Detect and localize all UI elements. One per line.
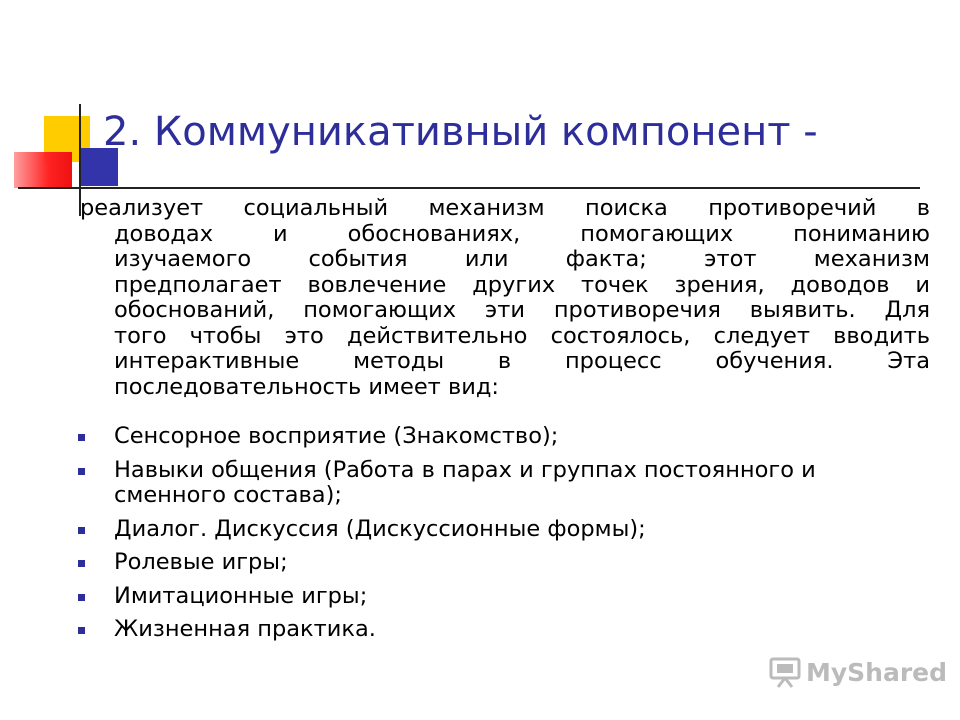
list-item: [74, 517, 934, 543]
paragraph-line: доводах и обоснованиях, помогающих пониманию: [114, 220, 930, 247]
paragraph-line: того чтобы это действительно состоялось, следует вводить: [114, 322, 930, 349]
paragraph-line: интерактивные методы в процесс обучения. Эта: [114, 348, 930, 374]
list-item-text: Навыки общения (Работа в парах и группах постоянного и сменного состава);: [114, 456, 816, 508]
watermark-text: MyShared: [806, 657, 948, 687]
list-item-text: Сенсорное восприятие (Знакомство);: [114, 423, 559, 449]
paragraph-line: обоснований, помогающих эти противоречия выявить. Для: [114, 297, 930, 323]
square-bullet-icon: [78, 434, 85, 441]
list-item-text: Имитационные игры;: [114, 582, 368, 609]
bullet-list: [74, 424, 934, 651]
square-bullet-icon: [78, 560, 85, 567]
projector-icon: [768, 655, 802, 689]
list-item: [74, 617, 934, 643]
watermark: [768, 652, 947, 692]
list-item-text: Жизненная практика.: [114, 616, 376, 642]
square-bullet-icon: [78, 468, 85, 475]
slide-title: 2. Коммуникативный компонент -: [103, 109, 818, 155]
list-item-text: Ролевые игры;: [114, 549, 288, 575]
paragraph-line: реализует социальный механизм поиска противоречий в: [80, 195, 930, 221]
paragraph-line: последовательность имеет вид:: [114, 373, 499, 400]
list-item-text: Диалог. Дискуссия (Дискуссионные формы);: [114, 515, 646, 542]
list-item: [74, 550, 934, 576]
paragraph-line: предполагает вовлечение других точек зрения, доводов и: [114, 271, 930, 298]
body-paragraph: [80, 196, 930, 400]
square-bullet-icon: [78, 594, 85, 601]
list-item: [74, 458, 934, 509]
square-bullet-icon: [78, 527, 85, 534]
decor-horizontal-line: [18, 187, 920, 189]
decor-red-bar: [14, 152, 72, 188]
list-item: [74, 584, 934, 610]
list-item: [74, 424, 934, 450]
square-bullet-icon: [78, 627, 85, 634]
paragraph-line: изучаемого события или факта; этот механизм: [114, 246, 930, 272]
